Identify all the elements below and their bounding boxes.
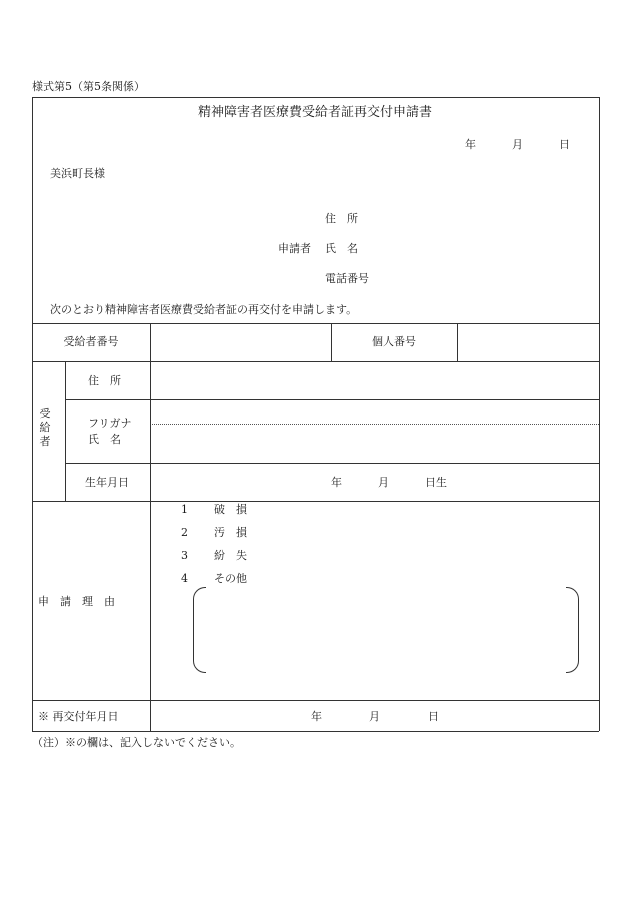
form-title: 精神障害者医療費受給者証再交付申請書 [197, 105, 432, 120]
recipient-address-label: 住 所 [88, 374, 121, 387]
footnote: （注）※の欄は、記入しないでください。 [32, 736, 241, 749]
furigana-label: フリガナ [88, 417, 132, 430]
other-reason-bracket-right [566, 587, 579, 673]
application-statement: 次のとおり精神障害者医療費受給者証の再交付を申請します。 [50, 303, 358, 316]
date-day-label: 日 [559, 138, 570, 151]
frame-top-border [32, 97, 599, 98]
recipient-number-label: 受給者番号 [63, 335, 119, 348]
personal-number-right-divider [457, 323, 458, 361]
form-style-note: 様式第5（第5条関係） [32, 80, 145, 93]
reason-text: 汚 損 [214, 526, 247, 539]
reissue-year-label: 年 [311, 710, 322, 723]
applicant-phone-label: 電話番号 [325, 272, 369, 285]
reissue-day-label: 日 [428, 710, 439, 723]
recipient-name-label: 氏 名 [88, 433, 121, 446]
frame-left-border [32, 97, 33, 731]
table-top-divider [32, 323, 599, 324]
row-divider-birthdate [32, 501, 599, 502]
frame-bottom-border [32, 731, 599, 732]
recipient-group-label-text: 受給者 [39, 407, 51, 448]
reason-text: その他 [214, 572, 247, 585]
date-year-label: 年 [465, 138, 476, 151]
recipient-group-divider [65, 361, 66, 501]
row-divider-address [65, 399, 599, 400]
reason-text: 紛 失 [214, 549, 247, 562]
label-column-divider [150, 323, 151, 731]
applicant-label: 申請者 [278, 242, 311, 255]
reason-number: 4 [181, 572, 188, 585]
birthdate-day-label: 日生 [425, 476, 447, 489]
furigana-dotted-divider [150, 424, 599, 425]
reason-number: 2 [181, 526, 188, 539]
row-divider-reason [32, 700, 599, 701]
recipient-group-label [38, 407, 52, 449]
birthdate-month-label: 月 [378, 476, 389, 489]
frame-right-border [599, 97, 600, 731]
row-divider-recipient-number [32, 361, 599, 362]
reissue-date-label: ※ 再交付年月日 [38, 710, 119, 723]
birthdate-label: 生年月日 [85, 476, 129, 489]
date-month-label: 月 [512, 138, 523, 151]
reason-number: 3 [181, 549, 188, 562]
reason-number: 1 [181, 503, 188, 516]
application-reason-label: 申 請 理 由 [38, 595, 115, 608]
reason-text: 破 損 [214, 503, 247, 516]
applicant-name-label: 氏 名 [325, 242, 358, 255]
addressee: 美浜町長様 [50, 167, 105, 180]
reissue-month-label: 月 [369, 710, 380, 723]
other-reason-bracket-left [193, 587, 206, 673]
row-divider-name [65, 463, 599, 464]
personal-number-label: 個人番号 [372, 335, 416, 348]
applicant-address-label: 住 所 [325, 212, 358, 225]
birthdate-year-label: 年 [331, 476, 342, 489]
